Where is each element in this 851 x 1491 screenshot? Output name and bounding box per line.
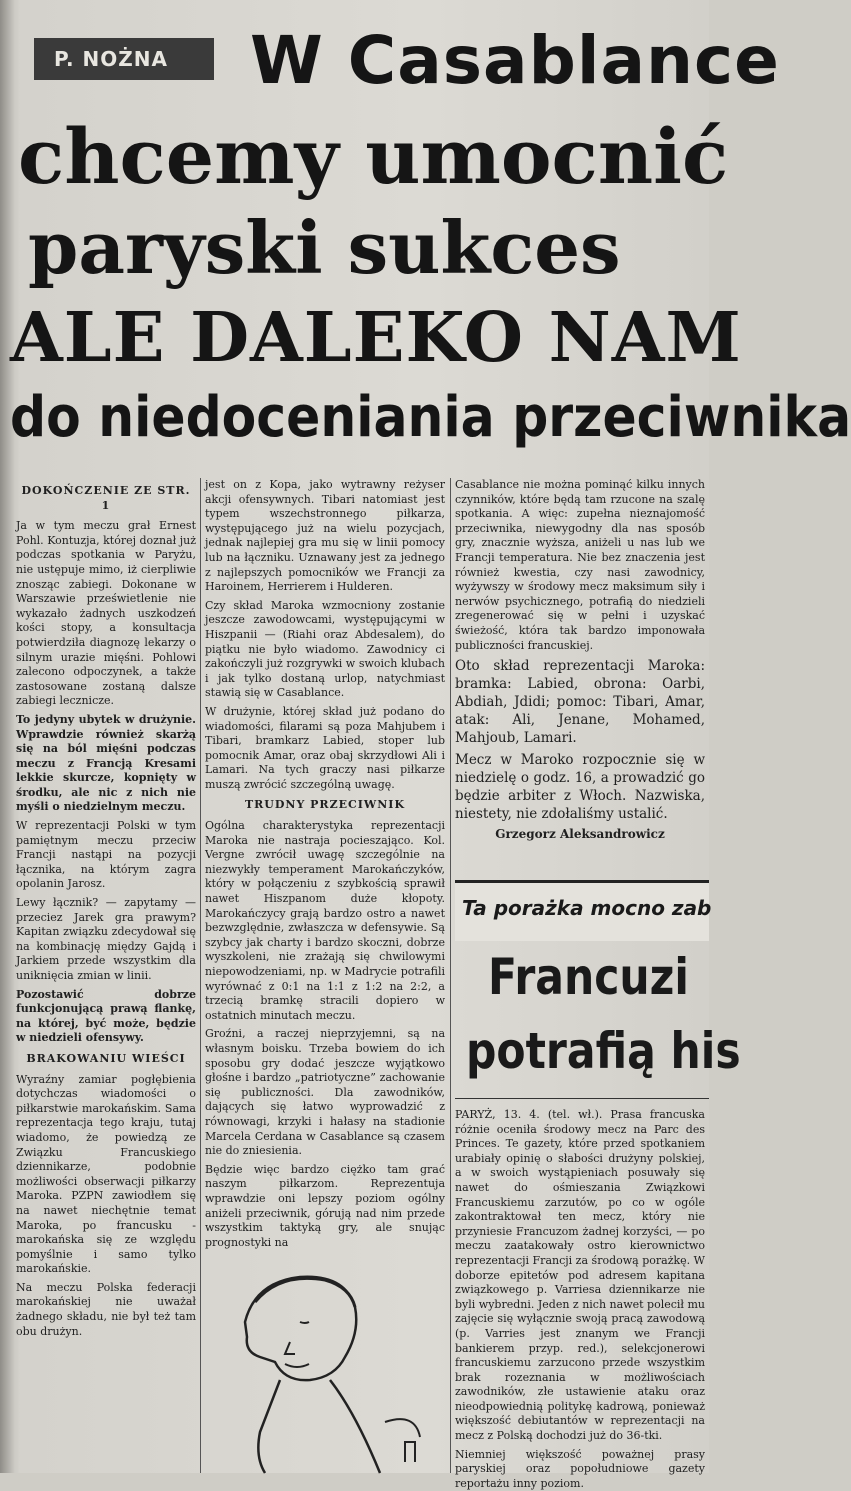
article2-title-line-1: Francuzi (488, 948, 689, 1006)
divider (455, 1098, 709, 1099)
paragraph: W reprezentacji Polski w tym pamiętnym meczu przeciw Francji nastąpi na pozycji łącznika, na którym zagra opolanin Jarosz. (16, 819, 196, 891)
article2-body (455, 1108, 705, 1490)
headline-line-5: do niedoceniania przeciwnika (10, 385, 851, 450)
headline-line-3: paryski sukces (28, 205, 621, 290)
paragraph: Pozostawić dobrze funkcjonującą prawą flankę, na której, być może, będzie w niedzieli ofensywy. (16, 987, 196, 1045)
author-signature: Grzegorz Aleksandrowicz (495, 827, 665, 842)
paragraph: Ogólna charakterystyka reprezentacji Maroka nie nastraja pocieszająco. Kol. Vergne zwrócił uwagę szczególnie na niezwykły temperament Marokańczyków, który w połączeniu z szybkością sprawił nawet Hiszpanom duże kłopoty. Marokańczycy grają bardzo ostro a nawet bezwzględnie, zwłaszcza w defensywie. Są szybcy jak charty i bardzo skoczni, dobrze wyszkoleni, nie zrażają się chwilowymi niepowodzeniami, np. w Madrycie potrafili wyrównać z 0:1 na 1:1 z 1:2 na 2:2, a trzecią bramkę stracili dopiero w ostatnich minutach meczu. (205, 819, 445, 1022)
paragraph: Na meczu Polska federacji marokańskiej nie uważał żadnego składu, nie był też tam obu drużyn. (16, 1280, 196, 1338)
paragraph: To jedyny ubytek w drużynie. Wprawdzie również skarżą się na ból mięśni podczas meczu z Francją Kresami lekkie skurcze, kopnięty w środku, ale nic z nich nie myśli o niedzielnym meczu. (16, 712, 196, 814)
subheading: TRUDNY PRZECIWNIK (244, 798, 406, 812)
page-fold-shadow (0, 0, 14, 1473)
paragraph: Casablance nie można pominąć kilku innych czynników, które będą tam rzucone na szalę spotkania. A więc: zupełna nieznajomość przeciwnika, niewygodny dla nas sposób gry, znacznie wyższa, aniżeli u nas lub we Francji temperatura. Nie bez znaczenia jest również kwestia, czy nasi zawodnicy, wyżywszy w środowy mecz maksimum siły i nerwów psychicznego, potrafią do niedzieli zregenerować się w pełni i uzyskać świeżość, która tak bardzo imponowała publiczności francuskiej. (455, 478, 705, 652)
caricature-drawing (205, 1262, 445, 1473)
paragraph: jest on z Kopa, jako wytrawny reżyser akcji ofensywnych. Tibari natomiast jest typem wszechstronnego piłkarza, występującego już na wielu pozycjach, jednak najlepiej gra mu się w linii pomocy lub na łączniku. Uznawany jest za jednego z najlepszych pomocników we Francji za Haroinem, Herrierem i Hulderen. (205, 478, 445, 594)
paragraph: Będzie więc bardzo ciężko tam grać naszym piłkarzom. Reprezentuja wprawdzie oni lepszy poziom ogólny aniżeli przeciwnik, górują nad nim przede wszystkim taktyką gry, ale snując prognostyki na (205, 1162, 445, 1249)
article-column-1 (16, 478, 196, 1468)
subheading: BRAKOWANIU WIEŚCI (26, 1051, 186, 1065)
article-column-2 (205, 478, 445, 1258)
paragraph: Niemniej większość poważnej prasy paryskiej oraz popołudniowe gazety reportażu inny poziom. (455, 1447, 705, 1490)
section-badge: P. NOŻNA (34, 38, 214, 80)
paragraph: Ja w tym meczu grał Ernest Pohl. Kontuzja, której doznał już podczas spotkania w Paryżu, nie ustępuje mimo, iż cierpliwie znosząc zabiegi. Dokonane w Warszawie prześwietlenie nie wykazało żadnych uszkodzeń kości stopy, a konsultacja potwierdziła diagnozę lekarzy o silnym urazie mięśni. Pohlowi zalecono odpoczynek, a także zastosowane zostaną dalsze zabiegi lecznicze. (16, 519, 196, 708)
article2-kicker: Ta porażka mocno zab (462, 896, 712, 920)
paragraph: Lewy łącznik? — zapytamy — przeciez Jarek gra prawym? Kapitan związku zdecydował się na kombinację między Gajdą i Jarkiem przede wszystkim dla uniknięcia zmian w linii. (16, 896, 196, 982)
column-divider (450, 478, 451, 1473)
article2-title-line-2: potrafią his (466, 1022, 741, 1080)
match-info: Mecz w Maroko rozpocznie się w niedzielę o godz. 16, a prowadzić go będzie arbiter z Włoch. Nazwiska, niestety, nie zdołaliśmy ustalić. (455, 752, 705, 823)
headline-line-1: W Casablance (250, 22, 780, 99)
paragraph: PARYŻ, 13. 4. (tel. wł.). Prasa francuska różnie oceniła środowy mecz na Parc des Princes. Te gazety, które przed spotkaniem urabiały opinię o słabości drużyny polskiej, a w swoich wystąpieniach posuwały się nawet do ośmieszania Związkowi Francuskiemu zarzutów, po co w ogóle zakontraktował ten mecz, który nie przyniesie Francuzom żadnej korzyści, — po meczu zaatakowały ostro kierownictwo reprezentacji Francji za środową porażkę. W doborze epitetów pod adresem kapitana związkowego p. Varriesa dziennikarze nie byli wybredni. Jeden z nich nawet polecił mu zajęcie się wyłącznie swoją pracą zawodową (p. Varries jest znanym we Francji bankierem przyp. red.), selekcjonerowi francuskiemu zarzucono przede wszystkim brak rozeznania w możliwościach zawodników, złe ustawienie ataku oraz nieodpowiednią politykę kadrową, ponieważ większość debiutantów w reprezentacji na mecz z Polską dochodzi już do 36-tki. (455, 1108, 705, 1443)
paragraph: Groźni, a raczej nieprzyjemni, są na własnym boisku. Trzeba bowiem do ich sposobu gry dodać jeszcze wyjątkowo głośne i bardzo „patriotyczne” zachowanie się publiczności. Dla zawodników, dających się łatwo wyprowadzić z równowagi, krzyki i hałasy na stadionie Marcela Cerdana w Casablance są czasem nie do zniesienia. (205, 1027, 445, 1158)
paragraph: W drużynie, której skład już podano do wiadomości, filarami są poza Mahjubem i Tibari, bramkarz Labied, stoper lub pomocnik Amar, oraz obaj skrzydłowi Ali i Lamari. Na tych graczy nasi piłkarze muszą zwrócić szczególną uwagę. (205, 704, 445, 791)
paragraph: Czy skład Maroka wzmocniony zostanie jeszcze zawodowcami, występującymi w Hiszpanii — (Riahi oraz Abdesalem), do piątku nie było wiadomo. Zawodnicy ci zakończyli już rozgrywki w swoich klubach i jak tylko dostaną urlop, natychmiast stawią się w Casablance. (205, 598, 445, 700)
article-column-3 (455, 478, 705, 868)
headline-line-4: ALE DALEKO NAM (10, 298, 742, 378)
headline-line-2: chcemy umocnić (18, 112, 729, 201)
team-lineup: Oto skład reprezentacji Maroka: bramka: Labied, obrona: Oarbi, Abdiah, Jdidi; pomoc: Tibari, Amar, atak: Ali, Jenane, Mohamed, Mahjoub, Lamari. (455, 658, 705, 747)
column-divider (200, 478, 201, 1473)
continued-label: DOKOŃCZENIE ZE STR. 1 (21, 484, 191, 512)
paragraph: Wyraźny zamiar pogłębienia dotychczas wiadomości o piłkarstwie marokańskim. Sama reprezentacja tego kraju, tutaj wiadomo, że powiedzą ze Związku Francuskiego dziennikarze, podobnie możliwości obserwacji piłkarzy Maroka. PZPN zawiodłem się na nawet niechętnie temat Maroka, po francusku - marokańska się ze względu pomyślnie i samo tylko marokańskie. (16, 1072, 196, 1276)
